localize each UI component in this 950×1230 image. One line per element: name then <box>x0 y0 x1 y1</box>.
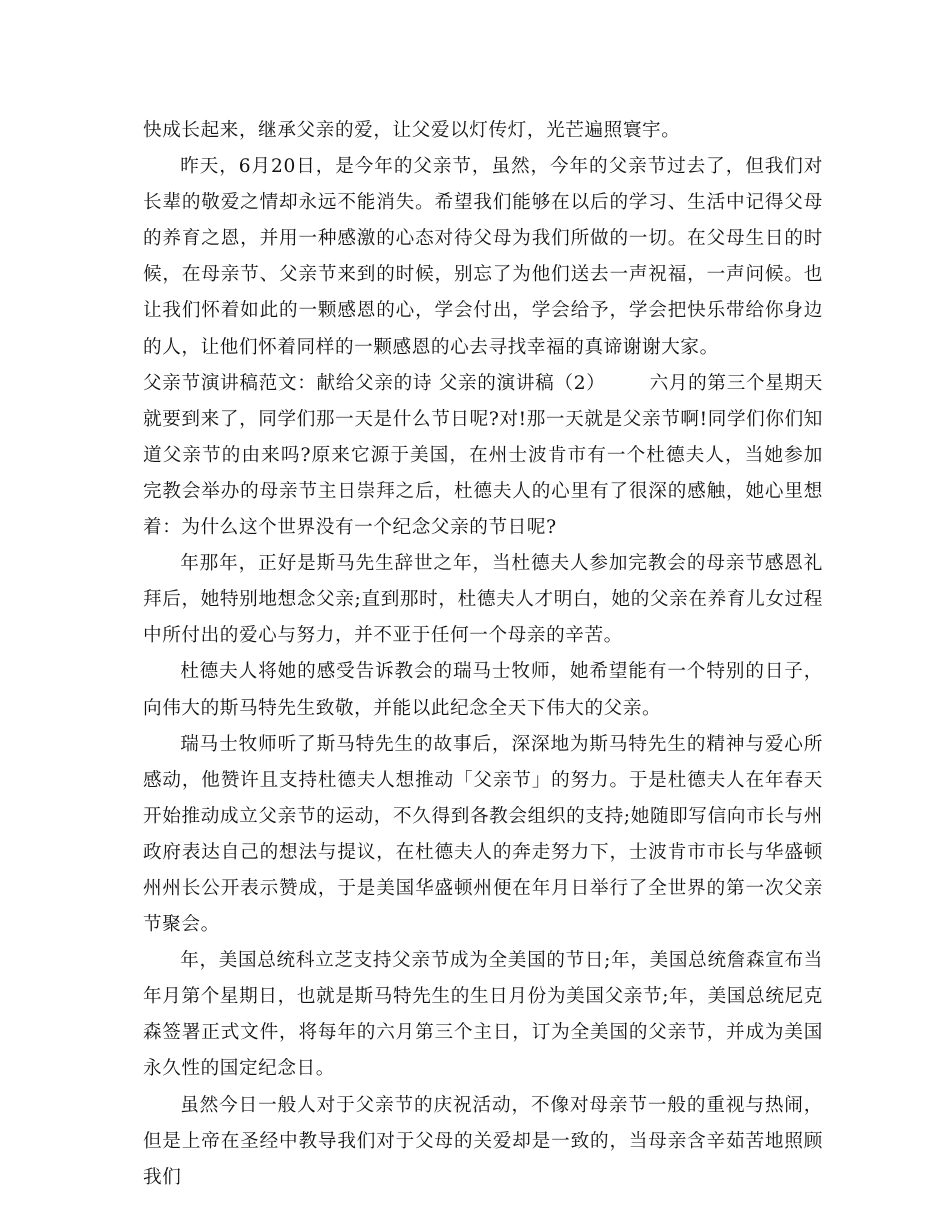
paragraph-7: 年，美国总统科立芝支持父亲节成为全美国的节日;年，美国总统詹森宣布当年月第个星期日，也就是斯马特先生的生日月份为美国父亲节;年，美国总统尼克森签署正式文件，将每年的六月第三个主日，订为全美国的父亲节，并成为美国永久性的国定纪念日。 <box>143 950 823 1080</box>
paragraph-2: 昨天，6月20日，是今年的父亲节，虽然，今年的父亲节过去了，但我们对长辈的敬爱之情却永远不能消失。希望我们能够在以后的学习、生活中记得父母的养育之恩，并用一种感激的心态对待父母为我们所做的一切。在父母生日的时候，在母亲节、父亲节来到的时候，别忘了为他们送去一声祝福，一声问候。也让我们怀着如此的一颗感恩的心，学会付出，学会给予，学会把快乐带给你身边的人，让他们怀着同样的一颗感恩的心去寻找幸福的真谛谢谢大家。 <box>143 156 823 358</box>
paragraph-3-text: 六月的第三个星期天就要到来了，同学们那一天是什么节日呢?对!那一天就是父亲节啊!同学们你们知道父亲节的由来吗?原来它源于美国，在州士波肯市有一个杜德夫人，当她参加完教会举办的母亲节主日崇拜之后，杜德夫人的心里有了很深的感触，她心里想着：为什么这个世界没有一个纪念父亲的节日呢? <box>143 372 823 539</box>
paragraph-6: 瑞马士牧师听了斯马特先生的故事后，深深地为斯马特先生的精神与爱心所感动，他赞许且支持杜德夫人想推动「父亲节」的努力。于是杜德夫人在年春天开始推动成立父亲节的运动，不久得到各教会组织的支持;她随即写信向市长与州政府表达自己的想法与提议，在杜德夫人的奔走努力下，士波肯市市长与华盛顿州州长公开表示赞成，于是美国华盛顿州便在年月日举行了全世界的第一次父亲节聚会。 <box>143 733 823 936</box>
paragraph-1: 快成长起来，继承父亲的爱，让父爱以灯传灯，光芒遍照寰宇。 <box>143 120 681 141</box>
paragraph-3 <box>143 366 823 546</box>
section-heading: 父亲节演讲稿范文：献给父亲的诗 父亲的演讲稿（2） <box>143 372 606 394</box>
document-body <box>143 113 823 1196</box>
paragraph-5: 杜德夫人将她的感受告诉教会的瑞马士牧师，她希望能有一个特别的日子，向伟大的斯马特先生致敬，并能以此纪念全天下伟大的父亲。 <box>143 661 823 719</box>
paragraph-8: 虽然今日一般人对于父亲节的庆祝活动，不像对母亲节一般的重视与热闹，但是上帝在圣经中教导我们对于父母的关爱却是一致的，当母亲含辛茹苦地照顾我们 <box>143 1094 823 1188</box>
paragraph-4: 年那年，正好是斯马先生辞世之年，当杜德夫人参加完教会的母亲节感恩礼拜后，她特别地想念父亲;直到那时，杜德夫人才明白，她的父亲在养育儿女过程中所付出的爱心与努力，并不亚于任何一个母亲的辛苦。 <box>143 553 823 647</box>
